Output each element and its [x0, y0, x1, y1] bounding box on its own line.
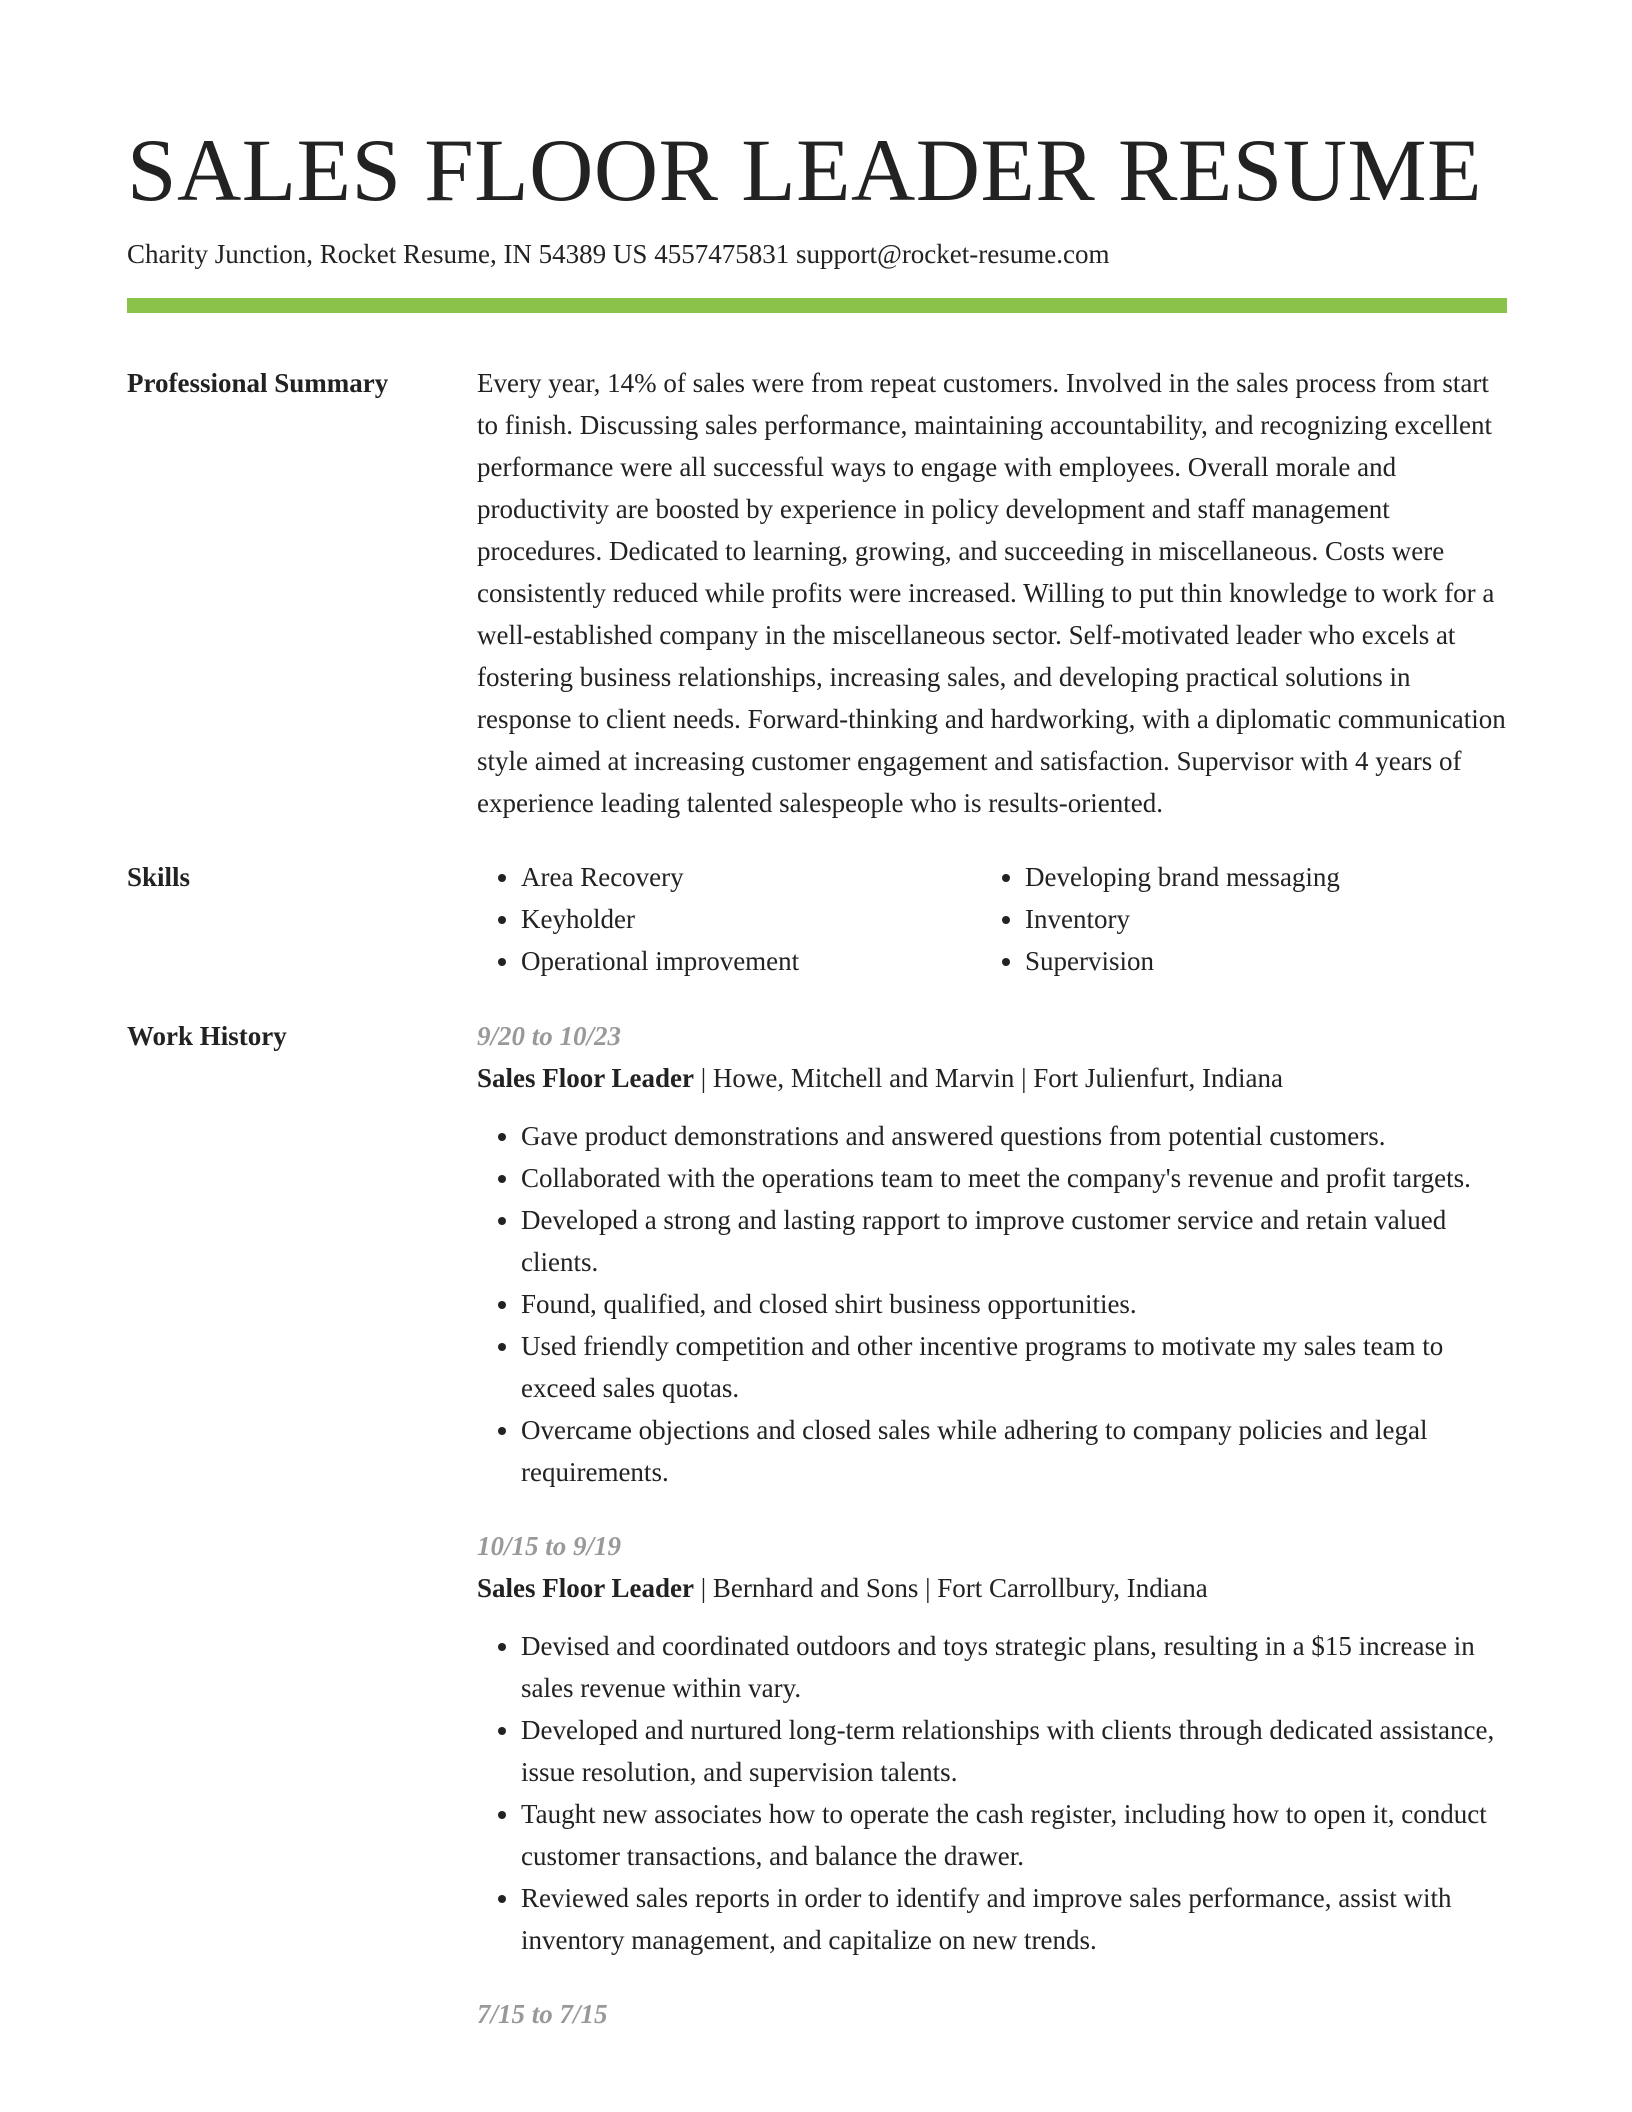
summary-section [127, 362, 1507, 824]
duty-item: • Reviewed sales reports in order to identify and improve sales performance, assist with inventory management, and capitalize on new trends. [521, 1877, 1507, 1961]
job-company: Howe, Mitchell and Marvin [712, 1063, 1015, 1093]
job-dates: 10/15 to 9/19 [477, 1531, 622, 1561]
skill-item: • Area Recovery [521, 856, 981, 898]
skill-item: • Developing brand messaging [1025, 856, 1485, 898]
job-heading [477, 1567, 1507, 1609]
skills-label: Skills [127, 862, 191, 892]
job-title: Sales Floor Leader [477, 1573, 694, 1603]
skills-list [477, 856, 1507, 982]
job-location: Fort Julienfurt, Indiana [1033, 1063, 1283, 1093]
page-title: SALES FLOOR LEADER RESUME [127, 122, 1483, 220]
skill-item: • Supervision [1025, 940, 1485, 982]
job-separator: | [918, 1573, 938, 1603]
duty-item: • Devised and coordinated outdoors and toys strategic plans, resulting in a $15 increase in sales revenue within vary. [521, 1625, 1507, 1709]
summary-text: Every year, 14% of sales were from repeat customers. Involved in the sales process from start to finish. Discussing sales performance, maintaining accountability, and recognizing excellent performance were all successful ways to engage with employees. Overall morale and productivity are boosted by experience in policy development and staff management procedures. Dedicated to learning, growing, and succeeding in miscellaneous. Costs were consistently reduced while profits were increased. Willing to put thin knowledge to work for a well-established company in the miscellaneous sector. Self-motivated leader who excels at fostering business relationships, increasing sales, and developing practical solutions in response to client needs. Forward-thinking and hardworking, with a diplomatic communication style aimed at increasing customer engagement and satisfaction. Supervisor with 4 years of experience leading talented salespeople who is results-oriented. [477, 368, 1506, 818]
job-location: Fort Carrollbury, Indiana [937, 1573, 1208, 1603]
duty-item: • Used friendly competition and other incentive programs to motivate my sales team to exceed sales quotas. [521, 1325, 1507, 1409]
duty-item: • Gave product demonstrations and answered questions from potential customers. [521, 1115, 1507, 1157]
job-separator: | [693, 1063, 713, 1093]
duty-item: • Developed a strong and lasting rapport to improve customer service and retain valued clients. [521, 1199, 1507, 1283]
job-dates: 9/20 to 10/23 [477, 1021, 622, 1051]
duty-item: • Found, qualified, and closed shirt business opportunities. [521, 1283, 1507, 1325]
duty-item: • Taught new associates how to operate the cash register, including how to open it, conduct customer transactions, and balance the drawer. [521, 1793, 1507, 1877]
job-title: Sales Floor Leader [477, 1063, 694, 1093]
skill-item: • Operational improvement [521, 940, 981, 982]
job-company: Bernhard and Sons [712, 1573, 919, 1603]
summary-label: Professional Summary [127, 368, 389, 398]
job-dates: 7/15 to 7/15 [477, 1999, 608, 2029]
duty-item: • Collaborated with the operations team to meet the company's revenue and profit targets. [521, 1157, 1507, 1199]
job-entry [477, 1993, 1507, 2035]
job-separator: | [693, 1573, 713, 1603]
skill-item: • Keyholder [521, 898, 981, 940]
job-duties [477, 1625, 1507, 1961]
header-divider [127, 298, 1507, 313]
duty-item: • Developed and nurtured long-term relationships with clients through dedicated assistance, issue resolution, and supervision talents. [521, 1709, 1507, 1793]
skill-item: • Inventory [1025, 898, 1485, 940]
job-heading [477, 1057, 1507, 1099]
job-entry [477, 1525, 1507, 1961]
skills-column-right [981, 856, 1485, 982]
work-history-label: Work History [127, 1021, 287, 1051]
skills-column-left [477, 856, 981, 982]
job-entry [477, 1015, 1507, 1493]
duty-item: • Overcame objections and closed sales while adhering to company policies and legal requirements. [521, 1409, 1507, 1493]
work-history-body [477, 1015, 1507, 2067]
skills-section [127, 856, 1507, 982]
work-history-section [127, 1015, 1507, 2067]
job-duties [477, 1115, 1507, 1493]
contact-line: Charity Junction, Rocket Resume, IN 54389 US 4557475831 support@rocket-resume.com [127, 239, 1110, 269]
job-separator: | [1014, 1063, 1034, 1093]
